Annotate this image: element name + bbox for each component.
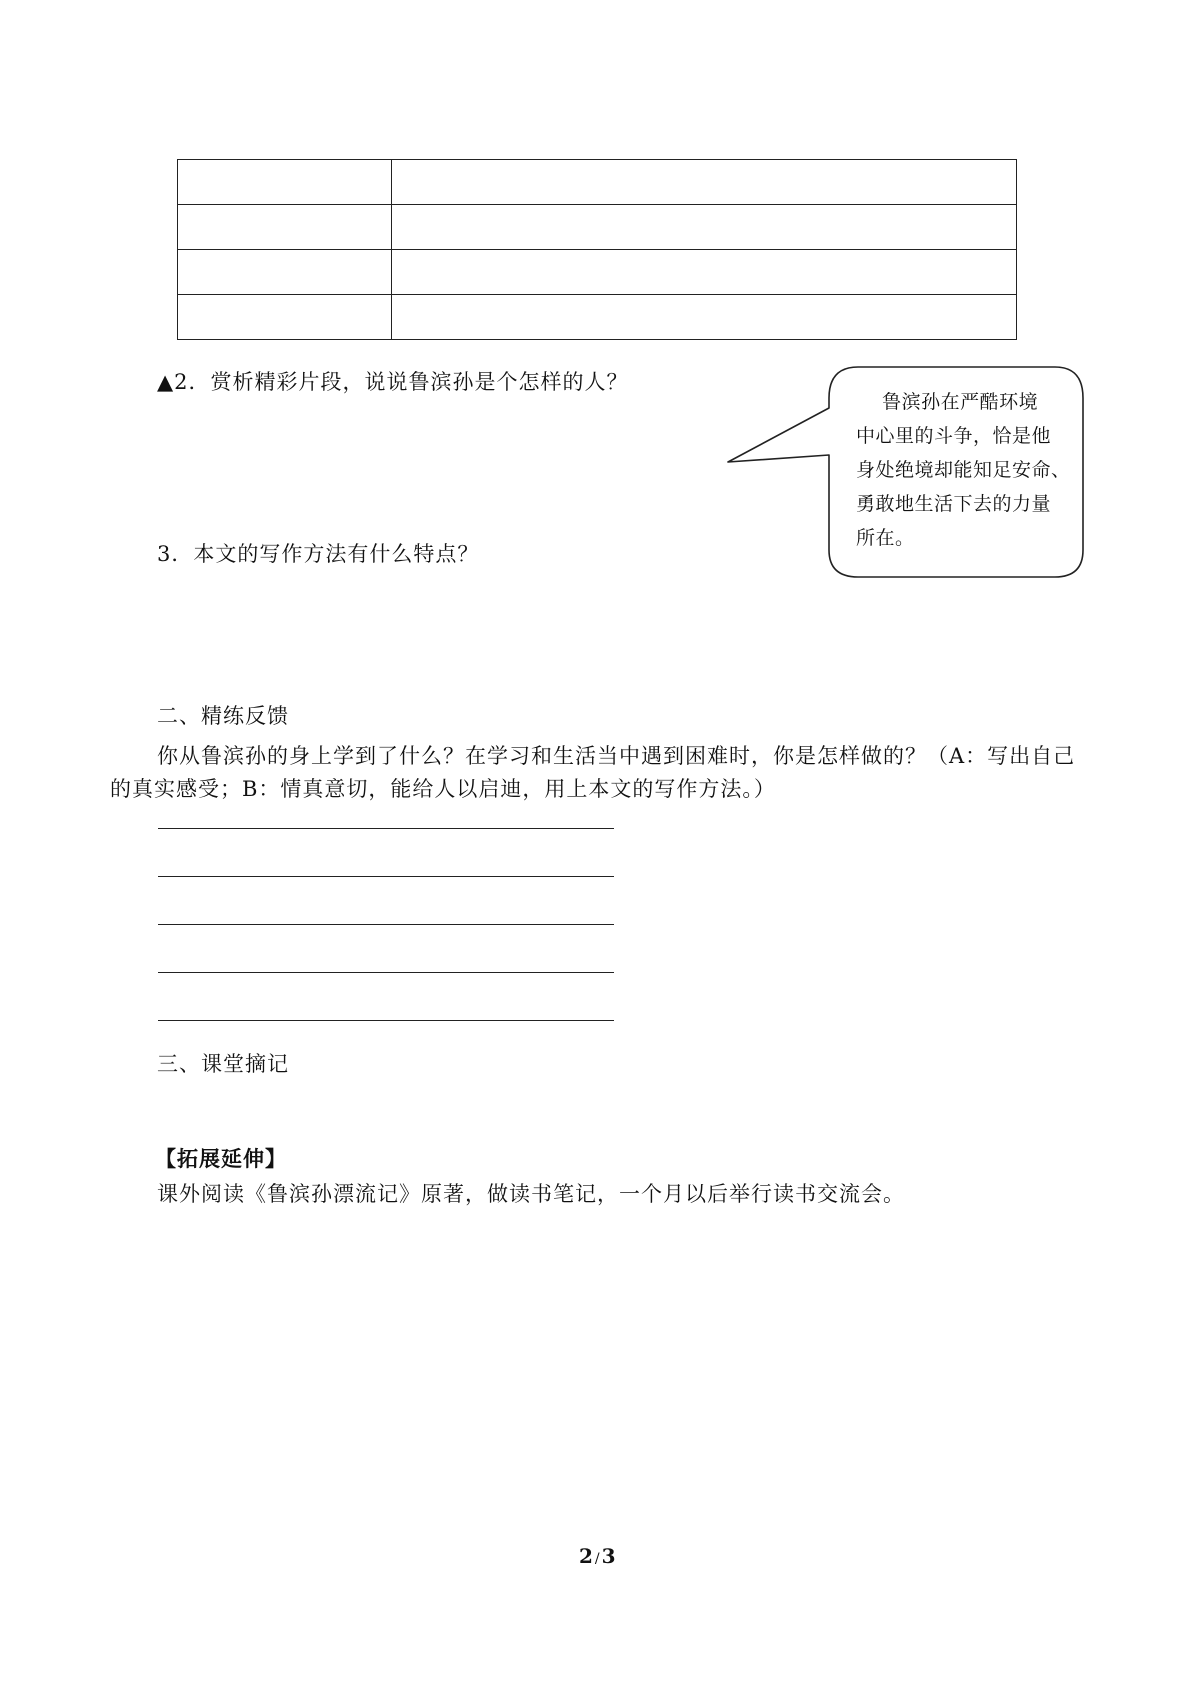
callout-text: 鲁滨孙在严酷环境 中心里的斗争，恰是他 身处绝境却能知足安命、 勇敢地生活下去的力量 所在。 — [856, 391, 1071, 549]
table-cell[interactable] — [392, 205, 1017, 250]
table-cell[interactable] — [178, 250, 392, 295]
answer-line[interactable] — [158, 1020, 614, 1021]
answer-line[interactable] — [158, 924, 614, 925]
table-row — [178, 205, 1017, 250]
answer-line[interactable] — [158, 876, 614, 877]
blank-table — [177, 159, 1017, 340]
question-2: ▲2．赏析精彩片段，说说鲁滨孙是个怎样的人？ — [157, 370, 629, 394]
extension-heading: 【拓展延伸】 — [155, 1146, 287, 1171]
answer-line[interactable] — [158, 972, 614, 973]
section-2-heading: 二、精练反馈 — [157, 704, 289, 728]
table-row — [178, 250, 1017, 295]
table-cell[interactable] — [178, 205, 392, 250]
section-3-heading: 三、课堂摘记 — [157, 1052, 289, 1076]
table-cell[interactable] — [392, 250, 1017, 295]
table-row — [178, 295, 1017, 340]
table-cell[interactable] — [392, 160, 1017, 205]
table-cell[interactable] — [178, 295, 392, 340]
page-current: 2 — [579, 1544, 593, 1568]
section-2-prompt: 你从鲁滨孙的身上学到了什么？在学习和生活当中遇到困难时，你是怎样做的？（A：写出自己的真实感受；B：情真意切，能给人以启迪，用上本文的写作方法。） — [110, 744, 1076, 801]
answer-line[interactable] — [158, 828, 614, 829]
table-cell[interactable] — [178, 160, 392, 205]
page-number — [579, 1544, 616, 1568]
table-cell[interactable] — [392, 295, 1017, 340]
table-row — [178, 160, 1017, 205]
extension-text: 课外阅读《鲁滨孙漂流记》原著，做读书笔记，一个月以后举行读书交流会。 — [157, 1182, 905, 1206]
question-3: 3．本文的写作方法有什么特点？ — [157, 542, 480, 566]
page-separator: / — [594, 1551, 600, 1567]
page-total: 3 — [601, 1544, 616, 1568]
